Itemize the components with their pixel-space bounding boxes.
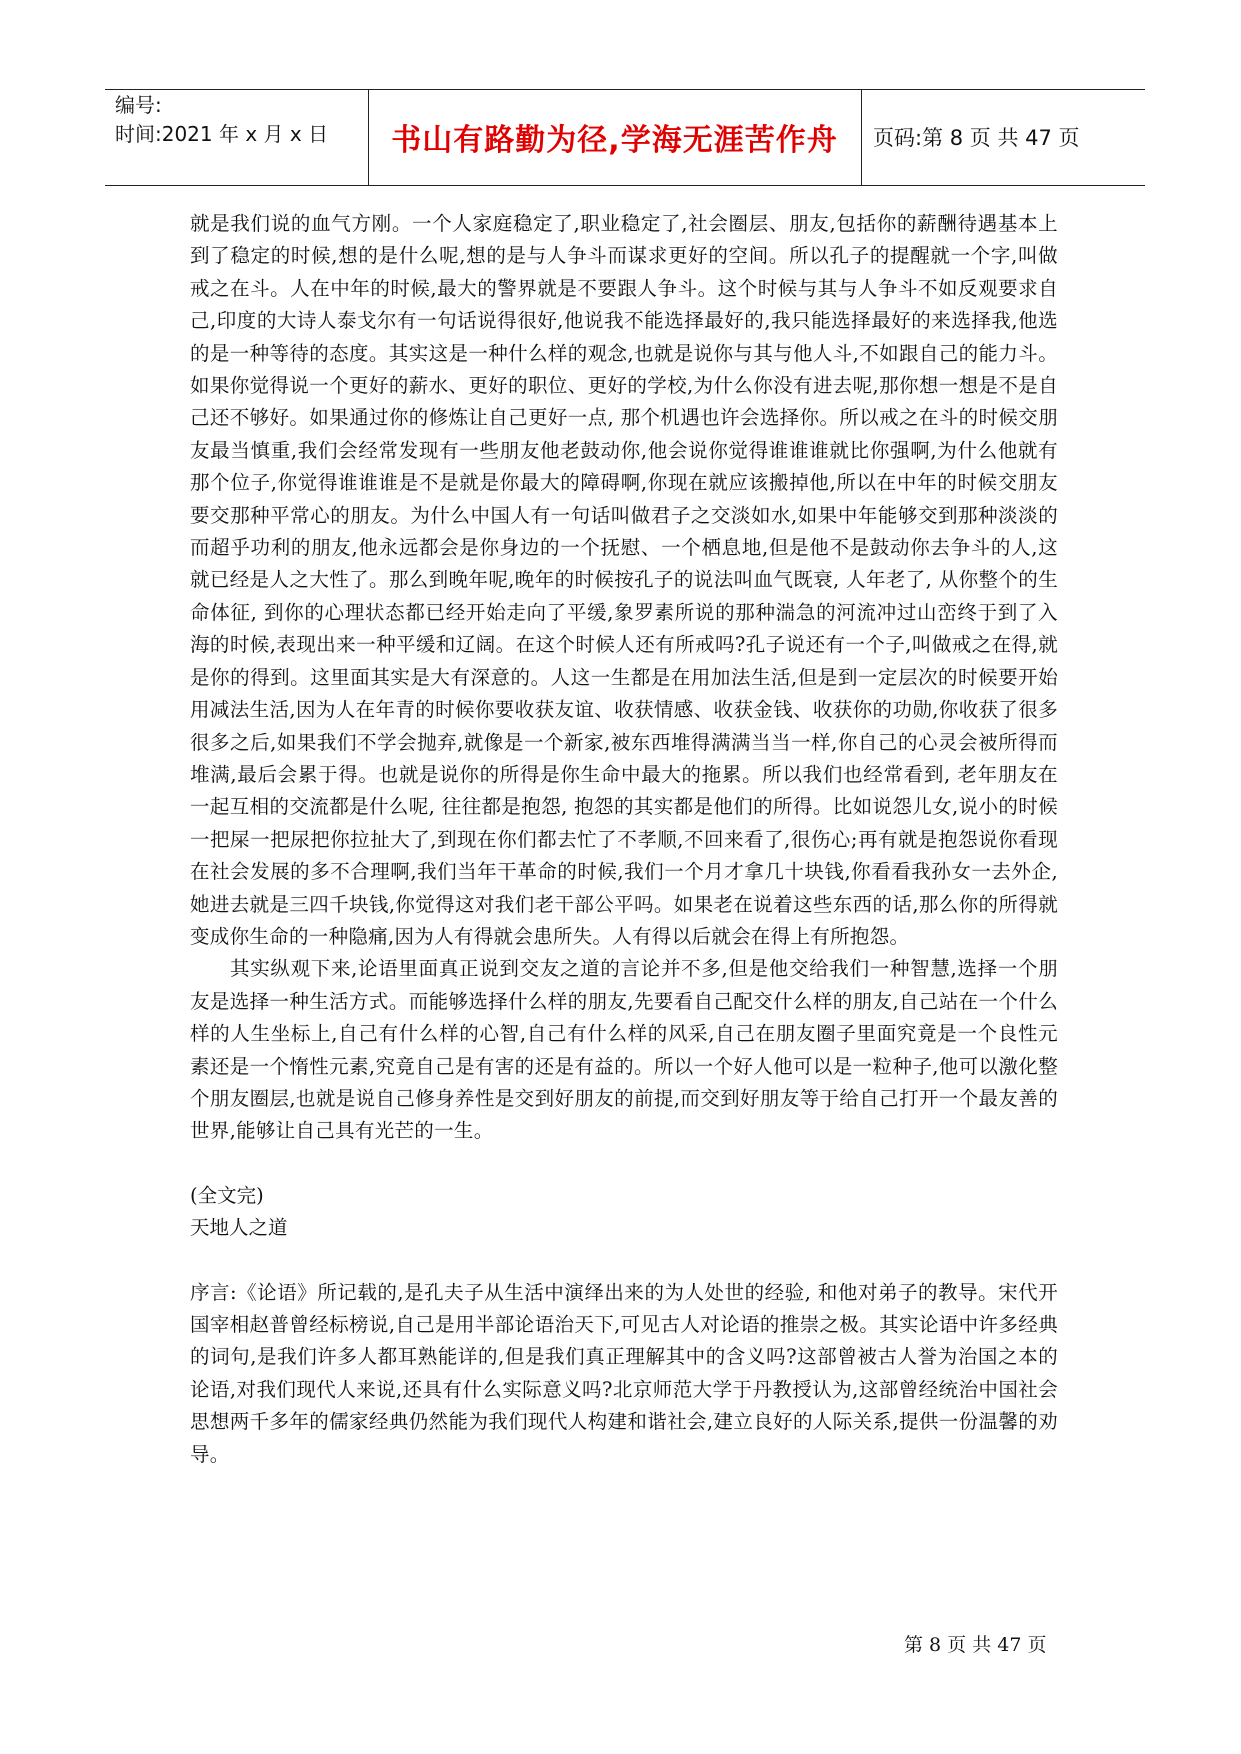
document-time-label: 时间:2021 年 x 月 x 日: [115, 122, 329, 146]
header-divider: [861, 90, 862, 185]
body-paragraph: 就是我们说的血气方刚。一个人家庭稳定了,职业稳定了,社会圈层、朋友,包括你的薪酬待遇基本上到了稳定的时候,想的是什么呢,想的是与人争斗而谋求更好的空间。所以孔子的提醒就一个字,叫做戒之在斗。人在中年的时候,最大的警界就是不要跟人争斗。这个时候与其与人争斗不如反观要求自己,印度的大诗人泰戈尔有一句话说得很好,他说我不能选择最好的,我只能选择最好的来选择我,他选的是一种等待的态度。其实这是一种什么样的观念,也就是说你与其与他人斗,不如跟自己的能力斗。如果你觉得说一个更好的薪水、更好的职位、更好的学校,为什么你没有进去呢,那你想一想是不是自己还不够好。如果通过你的修炼让自己更好一点, 那个机遇也许会选择你。所以戒之在斗的时候交朋友最当慎重,我们会经常发现有一些朋友他老鼓动你,他会说你觉得谁谁谁就比你强啊,为什么他就有那个位子,你觉得谁谁谁是不是就是你最大的障碍啊,你现在就应该搬掉他,所以在中年的时候交朋友要交那种平常心的朋友。为什么中国人有一句话叫做君子之交淡如水,如果中年能够交到那种淡淡的而超乎功利的朋友,他永远都会是你身边的一个抚慰、一个栖息地,但是他不是鼓动你去争斗的人,这就已经是人之大性了。那么到晚年呢,晚年的时候按孔子的说法叫血气既衰, 人年老了, 从你整个的生命体征, 到你的心理状态都已经开始走向了平缓,象罗素所说的那种湍急的河流冲过山峦终于到了入海的时候,表现出来一种平缓和辽阔。在这个时候人还有所戒吗?孔子说还有一个子,叫做戒之在得,就是你的得到。这里面其实是大有深意的。人这一生都是在用加法生活,但是到一定层次的时候要开始用减法生活,因为人在年青的时候你要收获友谊、收获情感、收获金钱、收获你的功勋,你收获了很多很多之后,如果我们不学会抛弃,就像是一个新家,被东西堆得满满当当一样,你自己的心灵会被所得而堆满,最后会累于得。也就是说你的所得是你生命中最大的拖累。所以我们也经常看到, 老年朋友在一起互相的交流都是什么呢, 往往都是抱怨, 抱怨的其实都是他们的所得。比如说怨儿女,说小的时候一把屎一把尿把你拉扯大了,到现在你们都去忙了不孝顺,不回来看了,很伤心;再有就是抱怨说你看现在社会发展的多不合理啊,我们当年干革命的时候,我们一个月才拿几十块钱,你看看我孙女一去外企,她进去就是三四千块钱,你觉得这对我们老干部公平吗。如果老在说着这些东西的话,那么你的所得就变成你生命的一种隐痛,因为人有得就会患所失。人有得以后就会在得上有所抱怨。: [190, 212, 1058, 948]
body-paragraph: 其实纵观下来,论语里面真正说到交友之道的言论并不多,但是他交给我们一种智慧,选择一个朋友是选择一种生活方式。而能够选择什么样的朋友,先要看自己配交什么样的朋友,自己站在一个什么样的人生坐标上,自己有什么样的心智,自己有什么样的风采,自己在朋友圈子里面究竟是一个良性元素还是一个惰性元素,究竟自己是有害的还是有益的。所以一个好人他可以是一粒种子,他可以激化整个朋友圈层,也就是说自己修身养性是交到好朋友的前提,而交到好朋友等于给自己打开一个最友善的世界,能够让自己具有光芒的一生。: [190, 957, 1058, 1143]
page-header: [105, 89, 1145, 186]
preface-paragraph: 序言:《论语》所记载的,是孔夫子从生活中演绎出来的为人处世的经验, 和他对弟子的教导。宋代开国宰相赵普曾经标榜说,自己是用半部论语治天下,可见古人对论语的推崇之极。其实论语中许多经典的词句,是我们许多人都耳熟能详的,但是我们真正理解其中的含义吗?这部曾被古人誉为治国之本的论语,对我们现代人来说,还具有什么实际意义吗?北京师范大学于丹教授认为,这部曾经统治中国社会思想两千多年的儒家经典仍然能为我们现代人构建和谐社会,建立良好的人际关系,提供一份温馨的劝导。: [190, 1280, 1058, 1466]
page-footer: 第 8 页 共 47 页: [904, 1634, 1047, 1656]
document-number-label: 编号:: [115, 93, 162, 117]
header-motto: 书山有路勤为径,学海无涯苦作舟: [391, 122, 838, 158]
header-page-info: 页码:第 8 页 共 47 页: [873, 125, 1080, 150]
document-body: [190, 208, 1058, 1471]
end-mark: (全文完): [190, 1183, 264, 1207]
section-title: 天地人之道: [190, 1216, 288, 1240]
header-meta: [115, 90, 365, 183]
